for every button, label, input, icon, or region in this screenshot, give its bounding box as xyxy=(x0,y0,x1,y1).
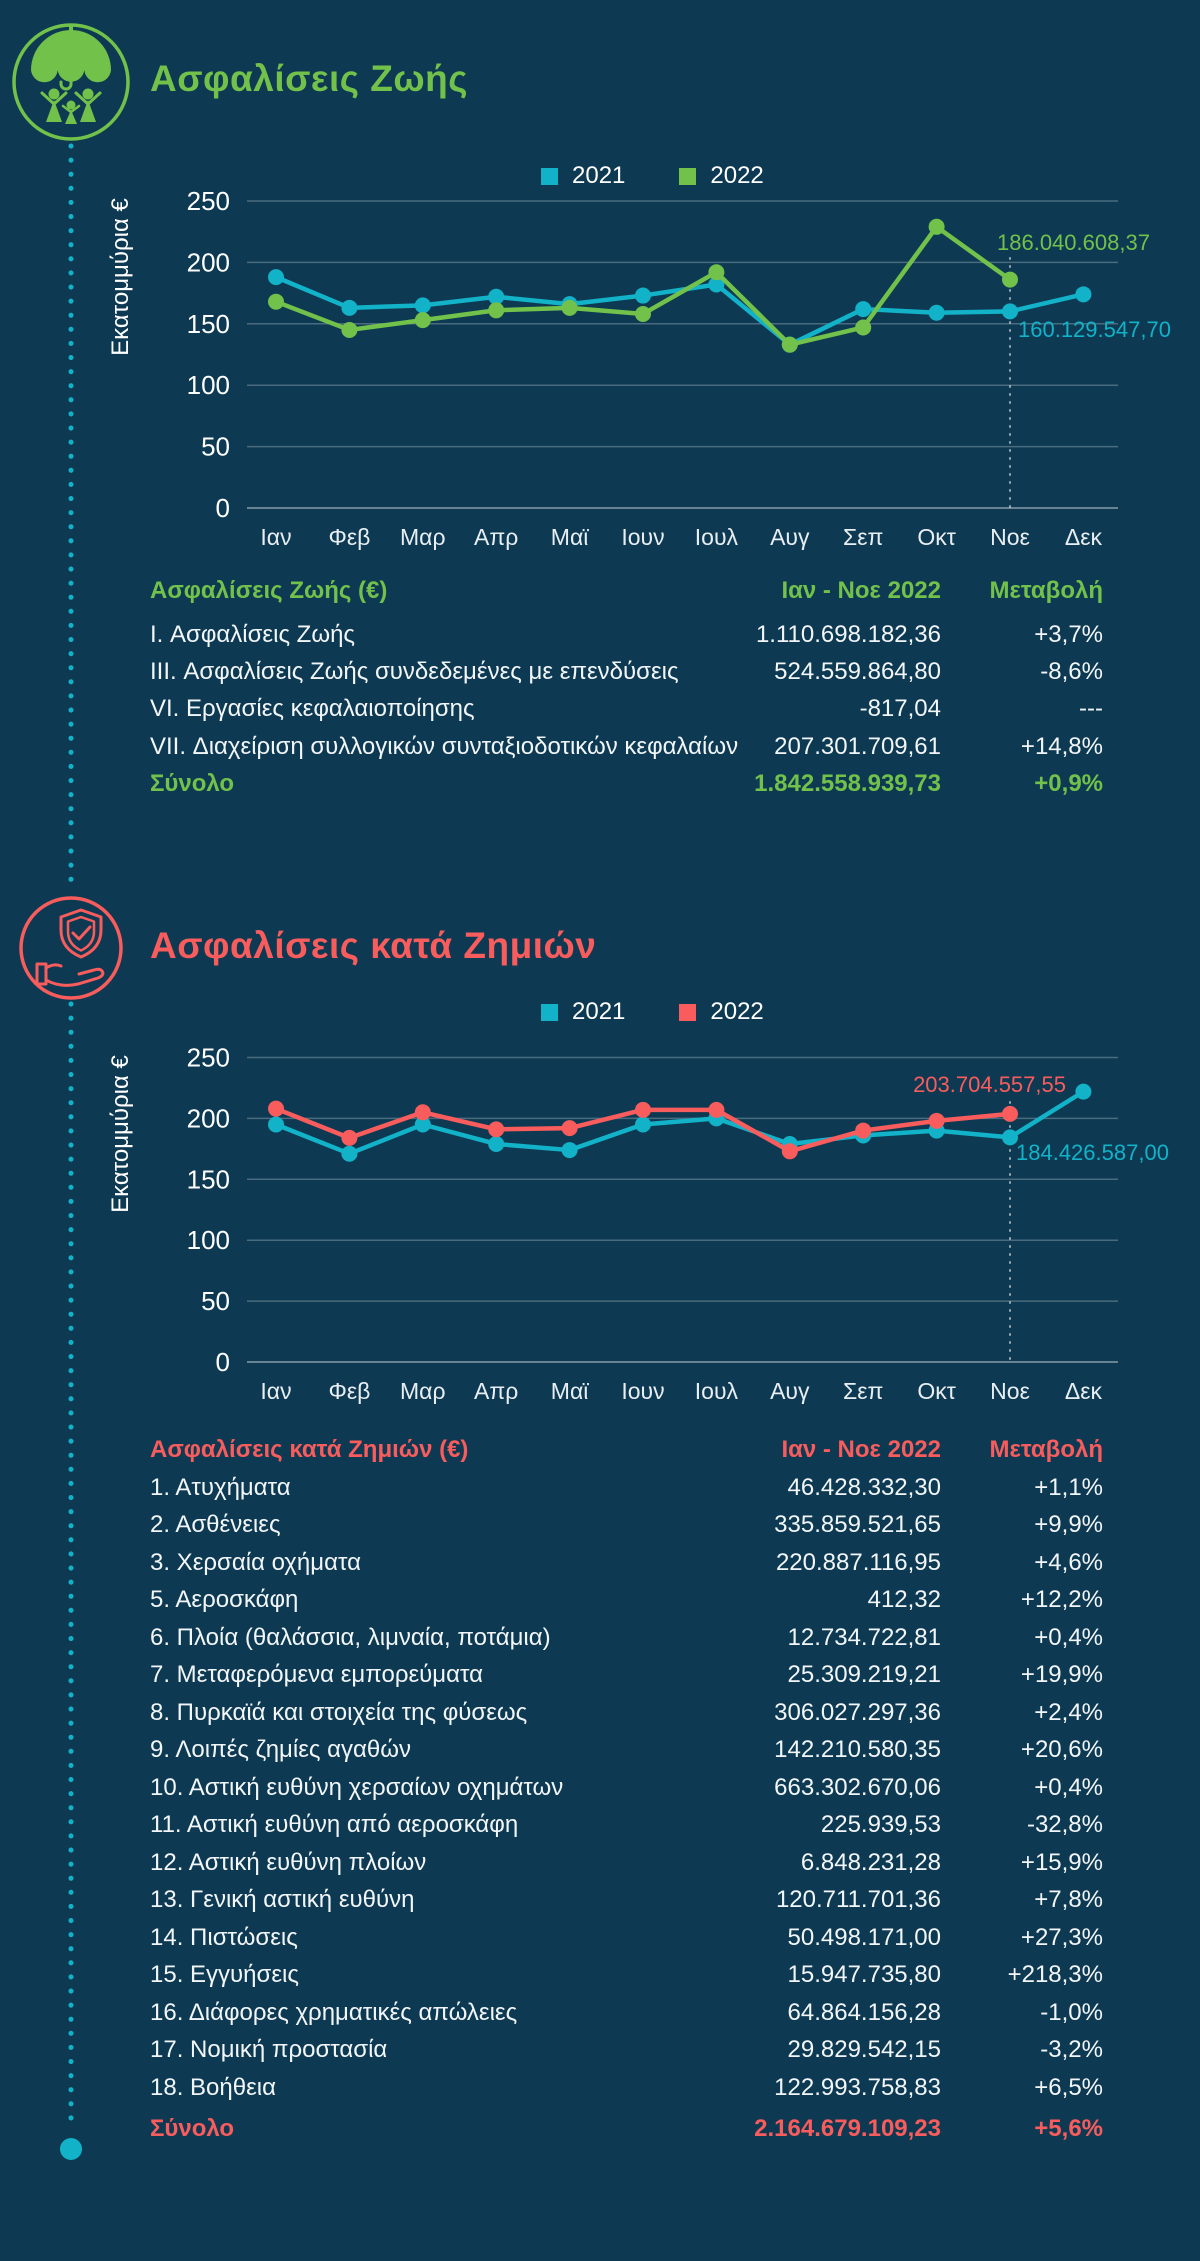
row-change: +2,4% xyxy=(1034,1699,1103,1726)
row-label: 8. Πυρκαϊά και στοιχεία της φύσεως xyxy=(150,1699,528,1726)
x-axis-month-label: Ιουν xyxy=(621,524,665,550)
legend-swatch-2021 xyxy=(541,168,558,185)
table-row xyxy=(150,1661,1103,1695)
row-label: Σύνολο xyxy=(150,770,235,797)
data-point-2021 xyxy=(1002,303,1018,319)
row-label: 14. Πιστώσεις xyxy=(150,1924,298,1951)
row-value: -817,04 xyxy=(859,695,941,722)
value-annotation: 203.704.557,55 xyxy=(913,1072,1066,1097)
row-label: 1. Ατυχήματα xyxy=(150,1474,291,1501)
row-label: 16. Διάφορες χρηματικές απώλειες xyxy=(150,1999,518,2026)
row-value: 6.848.231,28 xyxy=(800,1849,941,1876)
data-point-2021 xyxy=(1075,286,1091,302)
table-row xyxy=(150,1924,1103,1958)
table-row xyxy=(150,1474,1103,1508)
row-value: 50.498.171,00 xyxy=(787,1924,941,1951)
x-axis-month-label: Νοε xyxy=(990,524,1030,550)
data-point-2022 xyxy=(929,219,945,235)
data-point-2022 xyxy=(268,294,284,310)
y-axis-tick-label: 150 xyxy=(186,308,230,339)
table-row xyxy=(150,658,1103,692)
row-value: 225.939,53 xyxy=(820,1811,941,1838)
data-point-2022 xyxy=(855,319,871,335)
row-change: +6,5% xyxy=(1034,2074,1103,2101)
legend-label-2022: 2022 xyxy=(710,162,764,189)
data-point-2022 xyxy=(415,1104,431,1120)
y-axis-title: Εκατομμύρια € xyxy=(107,198,134,356)
row-label: 6. Πλοία (θαλάσσια, λιμναία, ποτάμια) xyxy=(150,1624,551,1651)
row-value: 2.164.679.109,23 xyxy=(754,2115,941,2142)
data-point-2022 xyxy=(415,312,431,328)
data-point-2021 xyxy=(1075,1084,1091,1100)
x-axis-month-label: Φεβ xyxy=(328,524,371,550)
row-label: Ασφαλίσεις κατά Ζημιών (€) xyxy=(150,1436,469,1463)
row-value: 25.309.219,21 xyxy=(787,1661,941,1688)
row-label: I. Ασφαλίσεις Ζωής xyxy=(150,621,355,648)
data-point-2022 xyxy=(1002,1106,1018,1122)
value-annotation: 184.426.587,00 xyxy=(1016,1140,1169,1165)
row-value: 663.302.670,06 xyxy=(774,1774,941,1801)
row-change: +218,3% xyxy=(1007,1961,1103,1988)
table-row xyxy=(150,1999,1103,2033)
data-point-2022 xyxy=(635,1102,651,1118)
y-axis-tick-label: 250 xyxy=(186,186,230,216)
y-axis-tick-label: 50 xyxy=(201,1286,230,1317)
table-header-row xyxy=(150,577,1103,611)
y-axis-tick-label: 100 xyxy=(186,1225,230,1256)
life-chart-legend xyxy=(541,162,764,190)
y-axis-tick-label: 250 xyxy=(186,1042,230,1073)
row-change: +12,2% xyxy=(1020,1586,1103,1613)
x-axis-month-label: Φεβ xyxy=(328,1378,371,1404)
row-value: Ιαν - Νοε 2022 xyxy=(781,1436,941,1463)
row-change: Μεταβολή xyxy=(989,577,1103,604)
row-change: +4,6% xyxy=(1034,1549,1103,1576)
x-axis-month-label: Σεπ xyxy=(843,524,884,550)
table-row xyxy=(150,2074,1103,2108)
table-row xyxy=(150,1849,1103,1883)
x-axis-month-label: Μαρ xyxy=(400,524,446,550)
y-axis-title: Εκατομμύρια € xyxy=(107,1055,134,1213)
table-row xyxy=(150,2036,1103,2070)
shield-hand-icon xyxy=(21,898,121,998)
row-value: 207.301.709,61 xyxy=(774,733,941,760)
data-point-2022 xyxy=(782,337,798,353)
data-point-2021 xyxy=(415,297,431,313)
table-row xyxy=(150,1624,1103,1658)
timeline-end-dot xyxy=(60,2138,82,2160)
table-row xyxy=(150,695,1103,729)
x-axis-month-label: Απρ xyxy=(474,524,519,550)
row-label: Σύνολο xyxy=(150,2115,235,2142)
data-point-2022 xyxy=(268,1101,284,1117)
data-point-2021 xyxy=(341,300,357,316)
legend-label-2022: 2022 xyxy=(710,998,764,1025)
table-row xyxy=(150,1961,1103,1995)
table-row xyxy=(150,733,1103,767)
row-change: +0,9% xyxy=(1034,770,1103,797)
table-total-row xyxy=(150,770,1103,804)
data-point-2022 xyxy=(929,1113,945,1129)
data-point-2022 xyxy=(562,1120,578,1136)
value-annotation: 186.040.608,37 xyxy=(997,230,1150,255)
row-label: 5. Αεροσκάφη xyxy=(150,1586,299,1613)
row-change: +0,4% xyxy=(1034,1774,1103,1801)
row-label: III. Ασφαλίσεις Ζωής συνδεδεμένες με επενδύσεις xyxy=(150,658,679,685)
legend-swatch-2021 xyxy=(541,1004,558,1021)
x-axis-month-label: Ιουλ xyxy=(694,524,739,550)
row-label: 15. Εγγυήσεις xyxy=(150,1961,299,1988)
data-point-2021 xyxy=(268,1116,284,1132)
data-point-2021 xyxy=(929,305,945,321)
row-change: +9,9% xyxy=(1034,1511,1103,1538)
data-point-2022 xyxy=(488,302,504,318)
data-point-2021 xyxy=(855,301,871,317)
x-axis-month-label: Ιαν xyxy=(260,1378,292,1404)
x-axis-month-label: Δεκ xyxy=(1064,524,1102,550)
table-header-row xyxy=(150,1436,1103,1470)
data-point-2021 xyxy=(635,288,651,304)
table-row xyxy=(150,1586,1103,1620)
y-axis-tick-label: 0 xyxy=(215,1347,230,1377)
x-axis-month-label: Οκτ xyxy=(917,1378,956,1404)
data-point-2021 xyxy=(341,1146,357,1162)
data-point-2022 xyxy=(855,1123,871,1139)
data-point-2022 xyxy=(708,1102,724,1118)
row-value: 29.829.542,15 xyxy=(787,2036,941,2063)
row-label: 2. Ασθένειες xyxy=(150,1511,281,1538)
data-point-2022 xyxy=(562,300,578,316)
row-label: 17. Νομική προστασία xyxy=(150,2036,388,2063)
data-point-2021 xyxy=(635,1116,651,1132)
x-axis-month-label: Αυγ xyxy=(770,1378,810,1404)
table-row xyxy=(150,1511,1103,1545)
x-axis-month-label: Μαϊ xyxy=(550,524,589,550)
y-axis-tick-label: 0 xyxy=(215,493,230,523)
row-change: +15,9% xyxy=(1020,1849,1103,1876)
row-label: 9. Λοιπές ζημίες αγαθών xyxy=(150,1736,411,1763)
y-axis-tick-label: 150 xyxy=(186,1164,230,1195)
x-axis-month-label: Μαρ xyxy=(400,1378,446,1404)
value-annotation: 160.129.547,70 xyxy=(1018,317,1171,342)
legend-label-2021: 2021 xyxy=(572,162,626,189)
row-change: +14,8% xyxy=(1020,733,1103,760)
row-value: 1.110.698.182,36 xyxy=(755,621,941,648)
x-axis-month-label: Οκτ xyxy=(917,524,956,550)
row-change: --- xyxy=(1079,695,1103,722)
row-label: 13. Γενική αστική ευθύνη xyxy=(150,1886,415,1913)
row-value: 122.993.758,83 xyxy=(774,2074,941,2101)
data-point-2022 xyxy=(341,322,357,338)
legend-swatch-2022 xyxy=(679,1004,696,1021)
row-value: 15.947.735,80 xyxy=(787,1961,941,1988)
row-value: Ιαν - Νοε 2022 xyxy=(781,577,941,604)
table-row xyxy=(150,1549,1103,1583)
row-value: 120.711.701,36 xyxy=(775,1886,941,1913)
row-value: 524.559.864,80 xyxy=(774,658,941,685)
row-change: +0,4% xyxy=(1034,1624,1103,1651)
damage-section-title: Ασφαλίσεις κατά Ζημιών xyxy=(150,925,597,966)
table-row xyxy=(150,621,1103,655)
row-change: +7,8% xyxy=(1034,1886,1103,1913)
row-value: 412,32 xyxy=(867,1586,941,1613)
data-point-2022 xyxy=(341,1130,357,1146)
table-total-row xyxy=(150,2115,1103,2149)
row-label: 18. Βοήθεια xyxy=(150,2074,276,2101)
row-value: 46.428.332,30 xyxy=(787,1474,941,1501)
row-change: +5,6% xyxy=(1034,2115,1103,2142)
x-axis-month-label: Μαϊ xyxy=(550,1378,589,1404)
legend-item-2022 xyxy=(679,998,763,1026)
legend-item-2021 xyxy=(541,162,625,190)
row-value: 1.842.558.939,73 xyxy=(754,770,941,797)
row-change: +19,9% xyxy=(1020,1661,1103,1688)
table-row xyxy=(150,1886,1103,1920)
table-row xyxy=(150,1736,1103,1770)
row-change: Μεταβολή xyxy=(989,1436,1103,1463)
row-label: Ασφαλίσεις Ζωής (€) xyxy=(150,577,388,604)
x-axis-month-label: Ιουλ xyxy=(694,1378,739,1404)
y-axis-tick-label: 50 xyxy=(201,431,230,462)
row-value: 220.887.116,95 xyxy=(775,1549,941,1576)
row-change: -3,2% xyxy=(1040,2036,1103,2063)
x-axis-month-label: Αυγ xyxy=(770,524,810,550)
data-point-2021 xyxy=(268,269,284,285)
row-value: 335.859.521,65 xyxy=(774,1511,941,1538)
x-axis-month-label: Νοε xyxy=(990,1378,1030,1404)
row-change: -8,6% xyxy=(1040,658,1103,685)
series-line-2021 xyxy=(276,277,1083,345)
data-point-2021 xyxy=(488,1136,504,1152)
damage-chart-legend xyxy=(541,998,764,1026)
legend-item-2022 xyxy=(679,162,763,190)
y-axis-tick-label: 100 xyxy=(186,370,230,401)
row-label: VII. Διαχείριση συλλογικών συνταξιοδοτικών κεφαλαίων xyxy=(150,733,739,760)
legend-item-2021 xyxy=(541,998,625,1026)
x-axis-month-label: Ιαν xyxy=(260,524,292,550)
x-axis-month-label: Ιουν xyxy=(621,1378,665,1404)
umbrella-family-icon xyxy=(14,24,128,139)
data-point-2022 xyxy=(488,1121,504,1137)
row-change: +3,7% xyxy=(1034,621,1103,648)
x-axis-month-label: Σεπ xyxy=(843,1378,884,1404)
legend-label-2021: 2021 xyxy=(572,998,626,1025)
row-label: 11. Αστική ευθύνη από αεροσκάφη xyxy=(150,1811,519,1838)
row-value: 64.864.156,28 xyxy=(787,1999,941,2026)
row-change: +1,1% xyxy=(1034,1474,1103,1501)
row-change: -32,8% xyxy=(1026,1811,1103,1838)
row-label: VI. Εργασίες κεφαλαιοποίησης xyxy=(150,695,475,722)
x-axis-month-label: Απρ xyxy=(474,1378,519,1404)
row-label: 3. Χερσαία οχήματα xyxy=(150,1549,361,1576)
row-value: 142.210.580,35 xyxy=(774,1736,941,1763)
life-section-title: Ασφαλίσεις Ζωής xyxy=(150,58,468,99)
y-axis-tick-label: 200 xyxy=(186,247,230,278)
x-axis-month-label: Δεκ xyxy=(1064,1378,1102,1404)
data-point-2022 xyxy=(782,1143,798,1159)
data-point-2021 xyxy=(562,1142,578,1158)
row-label: 10. Αστική ευθύνη χερσαίων οχημάτων xyxy=(150,1774,564,1801)
data-point-2022 xyxy=(1002,272,1018,288)
row-value: 12.734.722,81 xyxy=(787,1624,941,1651)
series-line-2022 xyxy=(276,227,1010,345)
y-axis-tick-label: 200 xyxy=(186,1103,230,1134)
legend-swatch-2022 xyxy=(679,168,696,185)
row-change: +20,6% xyxy=(1020,1736,1103,1763)
table-row xyxy=(150,1699,1103,1733)
table-row xyxy=(150,1774,1103,1808)
row-change: +27,3% xyxy=(1020,1924,1103,1951)
row-value: 306.027.297,36 xyxy=(774,1699,941,1726)
table-row xyxy=(150,1811,1103,1845)
data-point-2022 xyxy=(635,306,651,322)
row-change: -1,0% xyxy=(1040,1999,1103,2026)
data-point-2022 xyxy=(708,264,724,280)
row-label: 7. Μεταφερόμενα εμπορεύματα xyxy=(150,1661,484,1688)
row-label: 12. Αστική ευθύνη πλοίων xyxy=(150,1849,427,1876)
